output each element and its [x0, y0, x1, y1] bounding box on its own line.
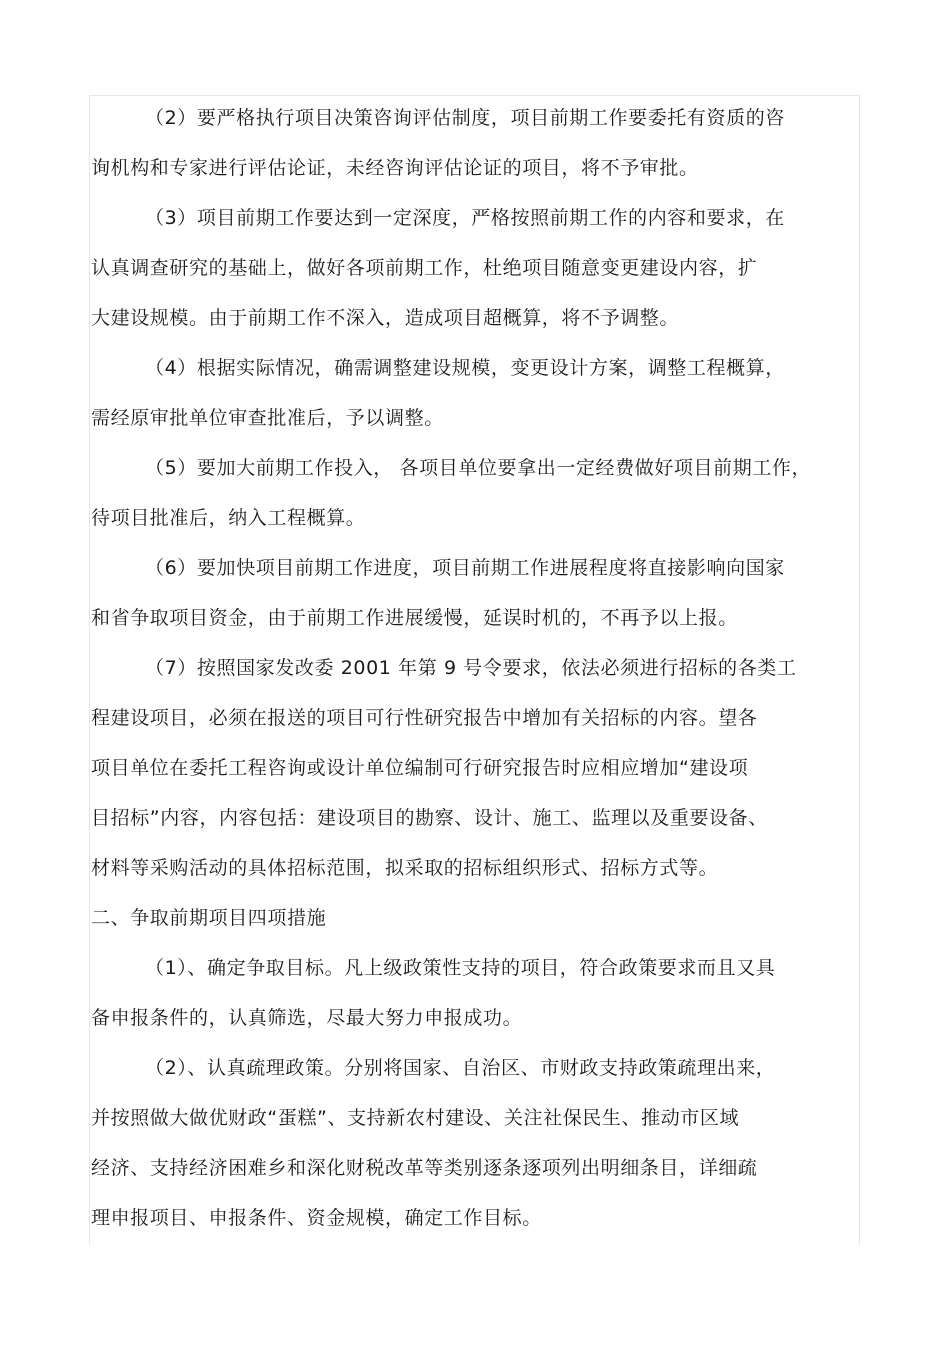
text-line: （1）、确定争取目标。凡上级政策性支持的项目，符合政策要求而且又具 [145, 957, 776, 979]
text-line: 待项目批准后，纳入工程概算。 [91, 507, 366, 529]
text-line: （7）按照国家发改委 2001 年第 9 号令要求，依法必须进行招标的各类工 [145, 657, 797, 679]
text-line: （4）根据实际情况，确需调整建设规模，变更设计方案，调整工程概算， [145, 357, 785, 379]
text-line: （3）项目前期工作要达到一定深度，严格按照前期工作的内容和要求，在 [145, 207, 785, 229]
text-line: （2）要严格执行项目决策咨询评估制度，项目前期工作要委托有资质的咨 [145, 107, 785, 129]
text-line: 认真调查研究的基础上，做好各项前期工作，杜绝项目随意变更建设内容，扩 [91, 257, 758, 279]
text-line: 理申报项目、申报条件、资金规模，确定工作目标。 [91, 1207, 542, 1229]
text-line: 和省争取项目资金，由于前期工作进展缓慢，延误时机的，不再予以上报。 [91, 607, 738, 629]
text-line: （5）要加大前期工作投入， 各项目单位要拿出一定经费做好项目前期工作， [145, 457, 812, 479]
text-line: 程建设项目，必须在报送的项目可行性研究报告中增加有关招标的内容。望各 [91, 707, 758, 729]
text-line: 材料等采购活动的具体招标范围，拟采取的招标组织形式、招标方式等。 [91, 857, 719, 879]
text-line: 需经原审批单位审查批准后，予以调整。 [91, 407, 444, 429]
section-heading: 二、争取前期项目四项措施 [91, 907, 327, 929]
text-line: 目招标”内容，内容包括：建设项目的勘察、设计、施工、监理以及重要设备、 [91, 807, 768, 829]
text-line: 经济、支持经济困难乡和深化财税改革等类别逐条逐项列出明细条目，详细疏 [91, 1157, 758, 1179]
document-body [91, 94, 851, 1244]
text-line: 询机构和专家进行评估论证，未经咨询评估论证的项目，将不予审批。 [91, 157, 699, 179]
text-line: （2）、认真疏理政策。分别将国家、自治区、市财政支持政策疏理出来， [145, 1057, 776, 1079]
text-line: 项目单位在委托工程咨询或设计单位编制可行研究报告时应相应增加“建设项 [91, 757, 749, 779]
text-line: 备申报条件的，认真筛选，尽最大努力申报成功。 [91, 1007, 523, 1029]
text-line: 并按照做大做优财政“蛋糕”、支持新农村建设、关注社保民生、推动市区域 [91, 1107, 740, 1129]
text-line: （6）要加快项目前期工作进度，项目前期工作进展程度将直接影响向国家 [145, 557, 785, 579]
text-line: 大建设规模。由于前期工作不深入，造成项目超概算，将不予调整。 [91, 307, 680, 329]
